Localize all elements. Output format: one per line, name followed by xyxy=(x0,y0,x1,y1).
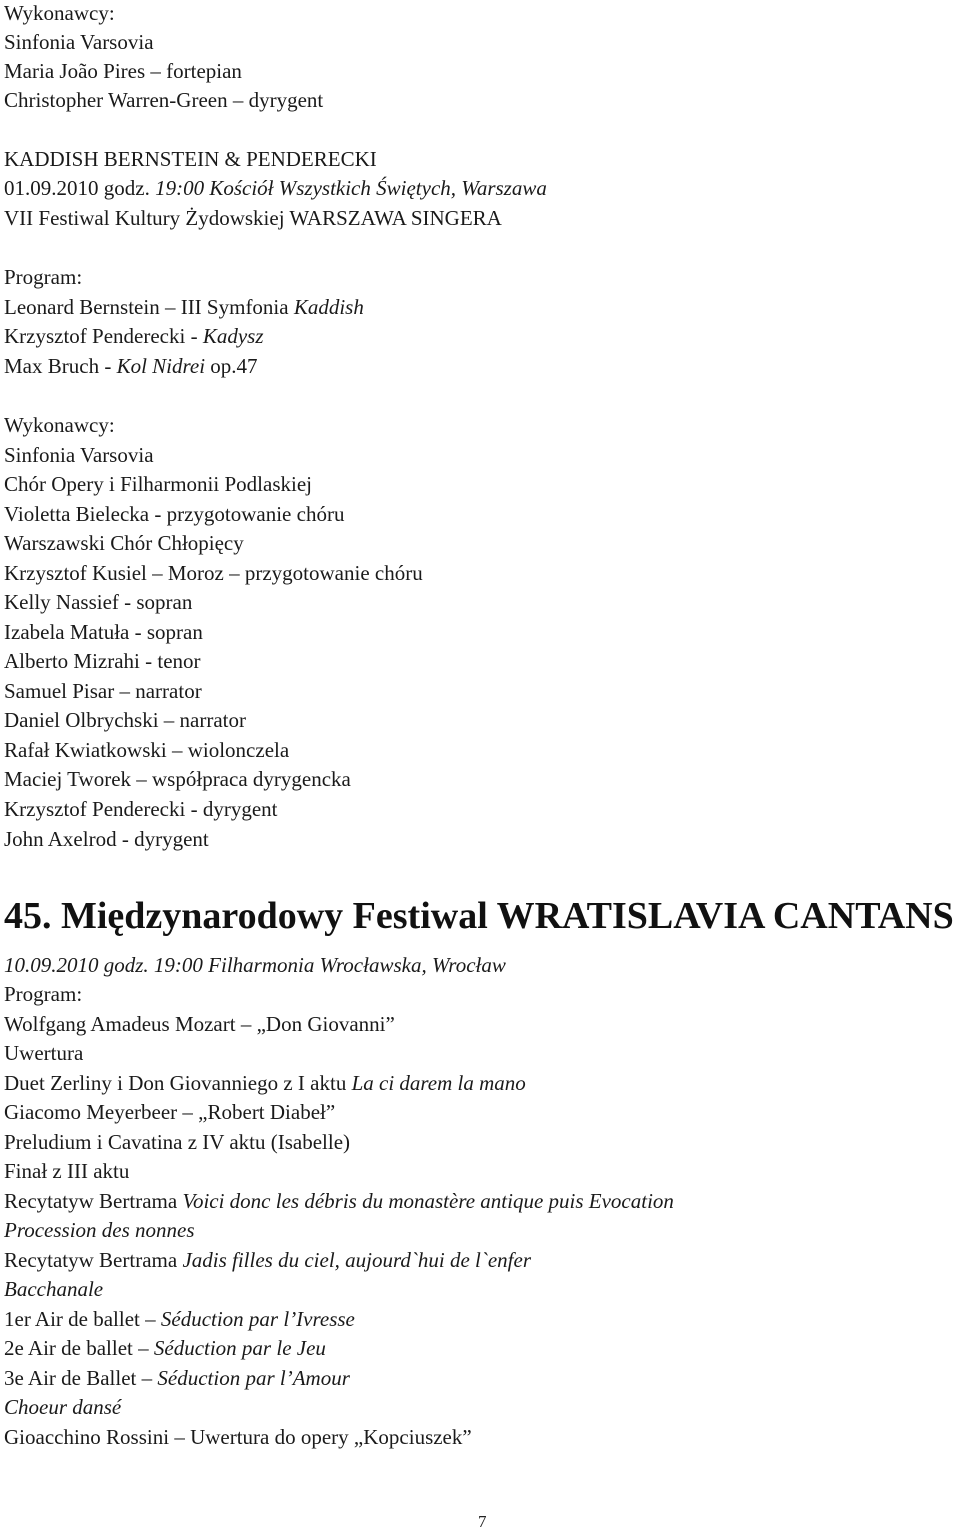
s3-program-label: Program: xyxy=(4,982,83,1006)
s2-program-label: Program: xyxy=(4,265,83,289)
program-text: 2e Air de ballet – xyxy=(4,1336,154,1360)
s3-program-item xyxy=(4,1276,103,1302)
s3-program-item xyxy=(4,1217,195,1243)
program-text: Uwertura xyxy=(4,1041,84,1065)
s2-date-plain: 01.09.2010 godz. xyxy=(4,176,156,200)
s2-performer: Maciej Tworek – współpraca dyrygencka xyxy=(4,767,351,791)
s3-program-item xyxy=(4,1365,350,1391)
program-work: Jadis filles du ciel, aujourd`hui de l`enfer xyxy=(182,1248,532,1272)
s2-date-venue: 19:00 Kościół Wszystkich Świętych, Warszawa xyxy=(155,176,547,200)
program-work: Séduction par l’Ivresse xyxy=(160,1307,355,1331)
s3-program-item xyxy=(4,1335,326,1361)
program-text: Gioacchino Rossini – Uwertura do opery „Kopciuszek” xyxy=(4,1425,472,1449)
page-number: 7 xyxy=(478,1512,487,1531)
s3-program-item xyxy=(4,1011,395,1037)
s3-program-item xyxy=(4,1040,83,1066)
program-text: Krzysztof Penderecki - xyxy=(4,324,203,348)
s2-performer: Rafał Kwiatkowski – wiolonczela xyxy=(4,738,290,762)
s2-festival: VII Festiwal Kultury Żydowskiej WARSZAWA SINGERA xyxy=(4,206,502,230)
s2-wykonawcy-label: Wykonawcy: xyxy=(4,413,115,437)
s2-performer: Sinfonia Varsovia xyxy=(4,443,154,467)
s3-program-item xyxy=(4,1070,526,1096)
s3-program-item xyxy=(4,1306,355,1332)
s2-program-item xyxy=(4,323,264,349)
s2-program-item xyxy=(4,353,258,379)
program-text: Preludium i Cavatina z IV aktu (Isabelle) xyxy=(4,1130,351,1154)
s2-performer: Kelly Nassief - sopran xyxy=(4,590,193,614)
s2-program-item xyxy=(4,294,364,320)
s3-program-item xyxy=(4,1394,121,1420)
s3-title: 45. Międzynarodowy Festiwal WRATISLAVIA CANTANS xyxy=(4,895,954,937)
s1-performer: Sinfonia Varsovia xyxy=(4,30,154,54)
s3-program-item xyxy=(4,1158,129,1184)
program-work: Kadysz xyxy=(202,324,264,348)
program-work: Kol Nidrei xyxy=(116,354,206,378)
s2-performer: Krzysztof Penderecki - dyrygent xyxy=(4,797,278,821)
s2-performer: Samuel Pisar – narrator xyxy=(4,679,202,703)
s2-date xyxy=(4,175,547,201)
s1-performer: Maria João Pires – fortepian xyxy=(4,59,242,83)
s3-date: 10.09.2010 godz. 19:00 Filharmonia Wrocławska, Wrocław xyxy=(4,953,506,977)
s3-program-item xyxy=(4,1099,335,1125)
program-work: Voici donc les débris du monastère antique puis Evocation xyxy=(182,1189,674,1213)
program-text: Finał z III aktu xyxy=(4,1159,130,1183)
program-work: Choeur dansé xyxy=(4,1395,122,1419)
s2-performer: Warszawski Chór Chłopięcy xyxy=(4,531,244,555)
s2-title: KADDISH BERNSTEIN & PENDERECKI xyxy=(4,147,377,171)
s2-performer: John Axelrod - dyrygent xyxy=(4,827,209,851)
program-work: Séduction par le Jeu xyxy=(153,1336,326,1360)
s3-program-item xyxy=(4,1424,472,1450)
program-work: Procession des nonnes xyxy=(4,1218,195,1242)
program-text: Duet Zerliny i Don Giovanniego z I aktu xyxy=(4,1071,352,1095)
program-text: Max Bruch - xyxy=(4,354,117,378)
s2-performer: Izabela Matuła - sopran xyxy=(4,620,203,644)
s1-wykonawcy-label: Wykonawcy: xyxy=(4,1,115,25)
s2-performer: Alberto Mizrahi - tenor xyxy=(4,649,201,673)
program-work: Bacchanale xyxy=(4,1277,104,1301)
program-text: Wolfgang Amadeus Mozart – „Don Giovanni” xyxy=(4,1012,395,1036)
s1-performer: Christopher Warren-Green – dyrygent xyxy=(4,88,324,112)
s3-program-item xyxy=(4,1188,674,1214)
program-work: La ci darem la mano xyxy=(351,1071,526,1095)
program-work: Séduction par l’Amour xyxy=(157,1366,350,1390)
s2-performer: Chór Opery i Filharmonii Podlaskiej xyxy=(4,472,312,496)
program-text: 3e Air de Ballet – xyxy=(4,1366,158,1390)
s3-program-item xyxy=(4,1129,350,1155)
program-text: Giacomo Meyerbeer – „Robert Diabeł” xyxy=(4,1100,336,1124)
s2-performer: Daniel Olbrychski – narrator xyxy=(4,708,247,732)
s2-performer: Krzysztof Kusiel – Moroz – przygotowanie chóru xyxy=(4,561,423,585)
program-work: Kaddish xyxy=(293,295,364,319)
program-text: 1er Air de ballet – xyxy=(4,1307,161,1331)
program-text: Recytatyw Bertrama xyxy=(4,1248,183,1272)
program-text: op.47 xyxy=(205,354,258,378)
program-text: Recytatyw Bertrama xyxy=(4,1189,183,1213)
s2-performer: Violetta Bielecka - przygotowanie chóru xyxy=(4,502,345,526)
s3-program-item xyxy=(4,1247,531,1273)
program-text: Leonard Bernstein – III Symfonia xyxy=(4,295,294,319)
